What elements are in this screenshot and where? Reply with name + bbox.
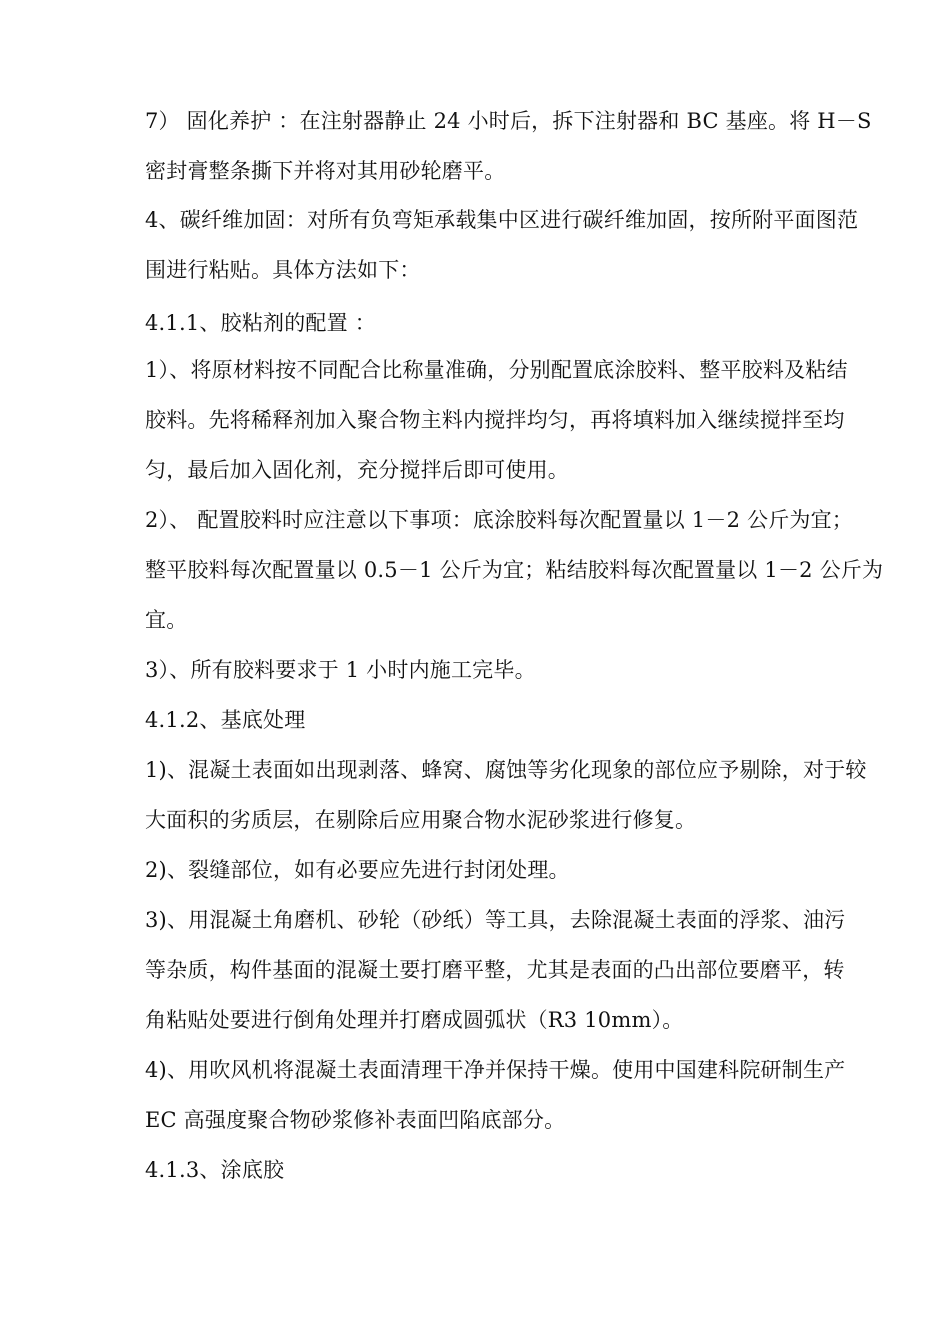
section-heading: 4.1.3、涂底胶 [145,1158,285,1182]
section-heading: 4.1.2、基底处理 [145,708,306,732]
text-line: 密封膏整条撕下并将对其用砂轮磨平。 [145,159,506,183]
text-line: 1)、混凝土表面如出现剥落、蜂窝、腐蚀等劣化现象的部位应予剔除，对于较 [145,758,867,782]
text-line: 匀，最后加入固化剂，充分搅拌后即可使用。 [145,458,569,482]
text-line: 2）、 配置胶料时应注意以下事项：底涂胶料每次配置量以 1－2 公斤为宜； [145,508,854,532]
text-line: 1）、将原材料按不同配合比称量准确，分别配置底涂胶料、整平胶料及粘结 [145,358,848,382]
text-line: 7） 固化养护 ：在注射器静止 24 小时后，拆下注射器和 BC 基座。将 H－S [145,109,872,133]
text-line: 宜。 [145,608,188,632]
text-line: EC 高强度聚合物砂浆修补表面凹陷底部分。 [145,1108,566,1132]
text-line: 大面积的劣质层，在剔除后应用聚合物水泥砂浆进行修复。 [145,808,697,832]
text-line: 胶料。先将稀释剂加入聚合物主料内搅拌均匀，再将填料加入继续搅拌至均 [145,408,845,432]
section-heading: 4.1.1、胶粘剂的配置 ： [145,311,376,335]
text-line: 角粘贴处要进行倒角处理并打磨成圆弧状（R3 10mm）。 [145,1008,684,1032]
text-line: 3)、用混凝土角磨机、砂轮（砂纸）等工具，去除混凝土表面的浮浆、油污 [145,908,846,932]
text-line: 3）、所有胶料要求于 1 小时内施工完毕。 [145,658,536,682]
text-line: 等杂质，构件基面的混凝土要打磨平整，尤其是表面的凸出部位要磨平，转 [145,958,845,982]
text-line: 2)、裂缝部位，如有必要应先进行封闭处理。 [145,858,570,882]
text-line: 整平胶料每次配置量以 0.5－1 公斤为宜；粘结胶料每次配置量以 1－2 公斤为 [145,558,884,582]
text-line: 4)、用吹风机将混凝土表面清理干净并保持干燥。使用中国建科院研制生产 [145,1058,846,1082]
text-line: 4、碳纤维加固：对所有负弯矩承载集中区进行碳纤维加固，按所附平面图范 [145,208,859,232]
text-line: 围进行粘贴。具体方法如下： [145,258,421,282]
